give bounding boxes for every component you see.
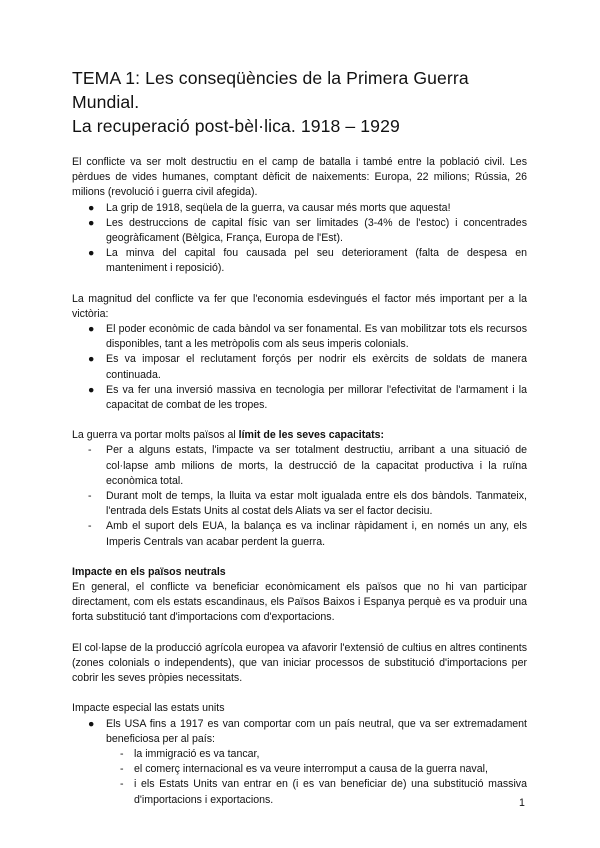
sub-list-item-text: la immigració es va tancar, (134, 747, 260, 760)
usa-sub-list (72, 747, 527, 808)
neutral-heading: Impacte en els països neutrals (72, 565, 226, 578)
dash-icon: - (88, 490, 92, 503)
usa-bullet-list (72, 717, 527, 808)
dash-icon: - (120, 778, 124, 791)
list-item-text: Es va imposar el reclutament forçós per nodrir els exèrcits de soldats de manera continuada. (106, 353, 527, 381)
dash-icon: - (88, 520, 92, 533)
list-item-text: Per a alguns estats, l'impacte va ser totalment destructiu, arribant a una situació de col·lapse amb milions de morts, la destrucció de la capacitat productiva i la ruïna econòmica total. (106, 444, 527, 487)
limit-emphasis: límit de les seves capacitats: (238, 429, 385, 442)
list-item (72, 489, 527, 519)
list-item-text: Les destruccions de capital físic van ser limitades (3-4% de l'estoc) i concentrades geogràficament (Bèlgica, França, Europa de l'Est). (106, 216, 527, 245)
bullet-icon: ● (88, 383, 95, 396)
list-item (72, 383, 527, 413)
list-item (72, 246, 527, 276)
list-item-text: Es va fer una inversió massiva en tecnologia per millorar l'efectivitat de l'armament i la capacitat de combat de les tropes. (106, 383, 527, 412)
neutral-paragraph-1: En general, el conflicte va beneficiar econòmicament els països que no hi van participar directament, com els estats escandinaus, els Països Baixos i Espanya perquè es va produir una forta substitució tant d'importacions com d'exportacions. (72, 581, 527, 624)
intro-paragraph: El conflicte va ser molt destructiu en el camp de batalla i també entre la població civil. Les pèrdues de vides humanes, comptant dèficit de naixements: Europa, 22 milions; Rússia, 26 milions (revolució i guerra civil afegida). (72, 156, 527, 199)
list-item (72, 443, 527, 489)
magnitude-bullet-list (72, 322, 527, 413)
page-number: 1 (519, 797, 525, 809)
magnitude-paragraph: La magnitud del conflicte va fer que l'economia esdevingués el factor més important per a la victòria: (72, 292, 527, 320)
list-item (72, 322, 527, 352)
list-item-text: El poder econòmic de cada bàndol va ser fonamental. Es van mobilitzar tots els recursos disponibles, tant a les metròpolis com als seus imperis colonials. (106, 323, 527, 351)
limit-prefix: La guerra va portar molts països al (72, 429, 239, 442)
sub-list-item (72, 762, 527, 777)
document-page (72, 66, 527, 808)
intro-bullet-list (72, 201, 527, 277)
bullet-icon: ● (88, 717, 95, 730)
list-item (72, 216, 527, 246)
dash-icon: - (88, 444, 92, 457)
title-line-2: La recuperació post-bèl·lica. 1918 – 1929 (72, 116, 400, 136)
list-item-text: La minva del capital fou causada pel seu deteriorament (falta de despesa en manteniment i reposició). (106, 247, 527, 275)
title-line-1: TEMA 1: Les conseqüències de la Primera Guerra Mundial. (72, 68, 469, 112)
sub-list-item-text: i els Estats Units van entrar en (i es van beneficiar de) una substitució massiva d'importacions i exportacions. (134, 778, 527, 806)
neutral-paragraph-2: El col·lapse de la producció agrícola europea va afavorir l'extensió de cultius en altres continents (zones colonials o independents), que van iniciar processos de substitució d'importacions per cobrir les seves pròpies necessitats. (72, 641, 527, 685)
list-item-text: Els USA fins a 1917 es van comportar com un país neutral, que va ser extremadament beneficiosa per al país: (106, 717, 527, 745)
sub-list-item-text: el comerç internacional es va veure interromput a causa de la guerra naval, (134, 763, 488, 776)
document-title (72, 66, 527, 138)
list-item-text: Amb el suport dels EUA, la balança es va inclinar ràpidament i, en només un any, els Imperis Centrals van acabar perdent la guerra. (106, 520, 527, 548)
limit-paragraph (72, 428, 527, 443)
bullet-icon: ● (88, 201, 95, 214)
list-item-text: Durant molt de temps, la lluita va estar molt igualada entre els dos bàndols. Tanmateix, l'entrada dels Estats Units al costat dels Aliats va ser el factor decisiu. (106, 490, 527, 518)
bullet-icon: ● (88, 247, 95, 260)
list-item (72, 352, 527, 382)
list-item-text: La grip de 1918, seqüela de la guerra, va causar més morts que aquesta! (106, 201, 451, 214)
sub-list-item (72, 747, 527, 762)
dash-icon: - (120, 763, 124, 776)
list-item (72, 717, 527, 808)
bullet-icon: ● (88, 323, 95, 336)
limit-dash-list (72, 443, 527, 549)
list-item (72, 519, 527, 549)
special-heading: Impacte especial las estats units (72, 702, 225, 715)
dash-icon: - (120, 747, 124, 760)
bullet-icon: ● (88, 216, 95, 229)
bullet-icon: ● (88, 353, 95, 366)
sub-list-item (72, 777, 527, 807)
list-item (72, 201, 527, 216)
